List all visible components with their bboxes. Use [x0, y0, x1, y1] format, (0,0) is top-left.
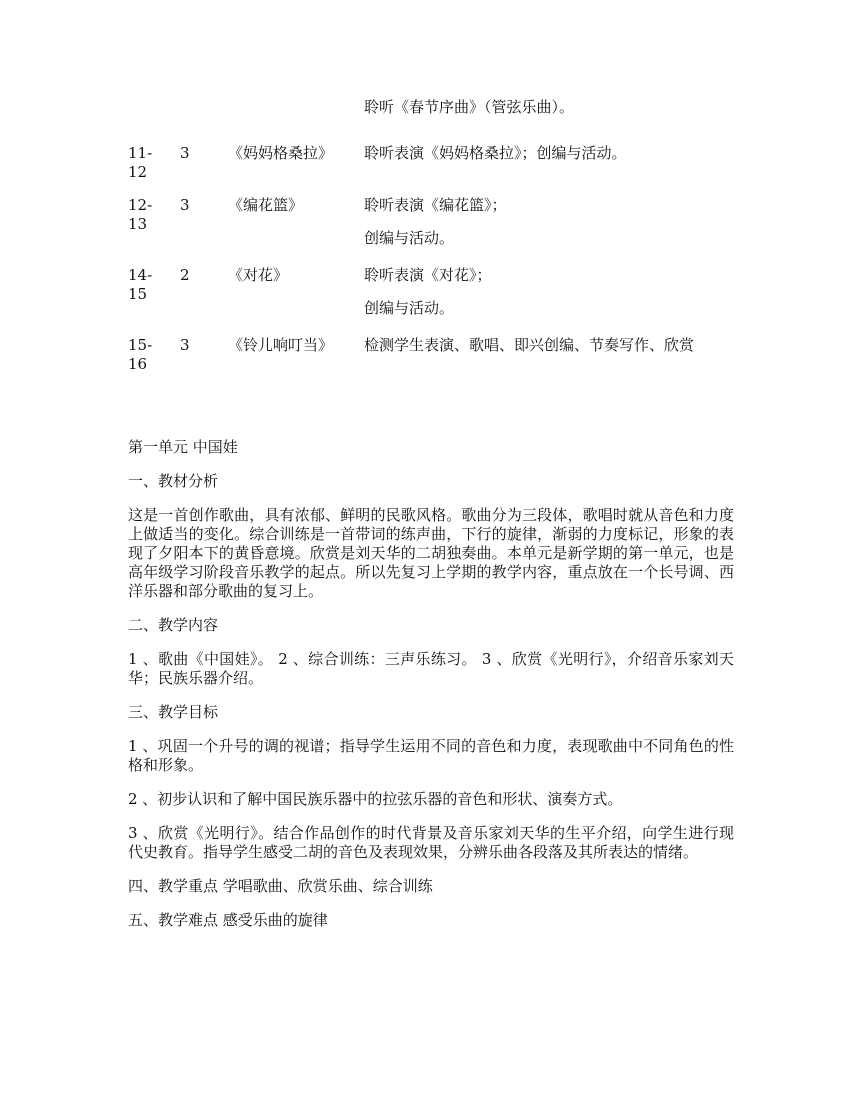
key-points-line: 四、教学重点 学唱歌曲、欣赏乐曲、综合训练 [128, 877, 433, 895]
hours-cell: 2 [180, 266, 190, 284]
activity-cell [364, 98, 744, 131]
schedule-table [128, 98, 748, 386]
activity-line: 聆听表演《编花篮》； [364, 196, 507, 214]
hours-cell: 3 [180, 144, 190, 162]
analysis-paragraph: 这是一首创作歌曲，具有浓郁、鲜明的民歌风格。歌曲分为三段体，歌唱时就从音色和力度上做适当的变化。综合训练是一首带词的练声曲，下行的旋律，渐弱的力度标记，形象的表现了夕阳本下的黄昏意境。欣赏是刘天华的二胡独奏曲。本单元是新学期的第一单元，也是高年级学习阶段音乐教学的起点。所以先复习上学期的教学内容，重点放在一个长号调、西洋乐器和部分歌曲的复习上。 [128, 506, 734, 600]
activity-line: 创编与活动。 [364, 299, 455, 317]
week-cell: 15- 16 [128, 336, 153, 373]
song-cell: 《铃儿响叮当》 [228, 336, 334, 354]
table-row [128, 196, 748, 266]
activity-cell [364, 266, 744, 332]
activity-line: 聆听《春节序曲》（管弦乐曲）。 [364, 98, 575, 116]
activity-line: 创编与活动。 [364, 229, 455, 247]
week-cell: 14- 15 [128, 266, 153, 303]
table-row [128, 144, 748, 196]
table-row [128, 98, 748, 144]
unit-title: 第一单元 中国娃 [128, 438, 238, 456]
unit-content [128, 438, 734, 945]
hours-cell: 3 [180, 196, 190, 214]
week-cell: 12- 13 [128, 196, 153, 233]
activity-line: 聆听表演《妈妈格桑拉》；创编与活动。 [364, 144, 627, 162]
song-cell: 《妈妈格桑拉》 [228, 144, 334, 162]
content-paragraph: 1 、歌曲《中国娃》。 2 、综合训练：三声乐练习。 3 、欣赏《光明行》，介绍音乐家刘天华；民族乐器介绍。 [128, 650, 734, 687]
hours-cell: 3 [180, 336, 190, 354]
goal-item: 2 、初步认识和了解中国民族乐器中的拉弦乐器的音色和形状、演奏方式。 [128, 790, 623, 808]
section-heading-analysis: 一、教材分析 [128, 472, 219, 490]
section-heading-goals: 三、教学目标 [128, 703, 219, 721]
song-cell: 《编花篮》 [228, 196, 304, 214]
difficulties-line: 五、教学难点 感受乐曲的旋律 [128, 911, 328, 929]
week-cell: 11- 12 [128, 144, 153, 181]
activity-line: 检测学生表演、歌唱、即兴创编、节奏写作、欣赏 [364, 336, 695, 354]
section-heading-content: 二、教学内容 [128, 616, 219, 634]
activity-cell [364, 196, 744, 262]
table-row [128, 266, 748, 336]
song-cell: 《对花》 [228, 266, 289, 284]
goal-item: 1 、巩固一个升号的调的视谱；指导学生运用不同的音色和力度，表现歌曲中不同角色的性格和形象。 [128, 737, 734, 774]
activity-line: 聆听表演《对花》； [364, 266, 492, 284]
activity-cell [364, 144, 744, 177]
table-row [128, 336, 748, 386]
goal-item: 3 、欣赏《光明行》。结合作品创作的时代背景及音乐家刘天华的生平介绍，向学生进行现代史教育。指导学生感受二胡的音色及表现效果，分辨乐曲各段落及其所表达的情绪。 [128, 824, 734, 861]
activity-cell [364, 336, 744, 369]
